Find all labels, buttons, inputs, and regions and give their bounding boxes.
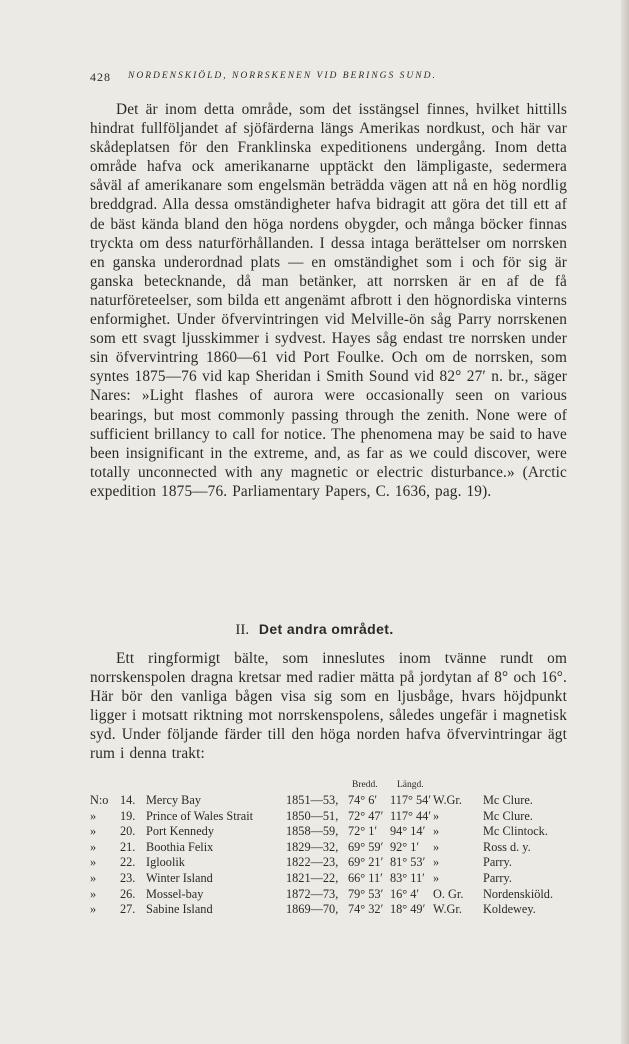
winter-quarters-table bbox=[90, 793, 580, 918]
years: 1829—32, bbox=[286, 839, 339, 854]
row-marker: » bbox=[90, 870, 97, 885]
row-number: 27. bbox=[120, 902, 136, 917]
latitude: 72° 1′ bbox=[348, 824, 378, 839]
latitude: 72° 47′ bbox=[348, 808, 384, 823]
row-number: 14. bbox=[120, 793, 136, 807]
table-row bbox=[90, 793, 580, 809]
paragraph-1: Det är inom detta område, som det isstängsel finnes, hvilket hittills hindrat fullföljandet af sjöfärderna längs Amerikas nordkust, och här var skådeplatsen för den Franklinska expeditionens undergång. Inom detta område hafva ock amerikanarne upptäckt den lämpligaste, sedermera såväl af amerikanare som engelsmän beträdda vägen att nå en hög nordlig breddgrad. Alla dessa omständigheter hafva bidragit att göra det till ett af de bäst kända bland den höga nordens obygder, och många böcker finnas tryckta om dess naturförhållanden. I dessa intaga berättelser om norrsken en ganska underordnad plats — en omständighet som i och för sig är ganska betecknande, då man betänker, att norrsken är en af de få naturföreteelser, som bilda ett angenämt afbrott i den högnordiska vinterns enformighet. Under öfvervintringen vid Melville-ön såg Parry norrskenen som ett svagt ljusskimmer i sydvest. Hayes såg endast tre norrsken under sin öfvervintring 1860—61 vid Port Foulke. Och om de norrsken, som syntes 1875—76 vid kap Sheridan i Smith Sound vid 82° 27′ n. br., säger Nares: »Light flashes of aurora were occasionally seen on various bearings, but most commonly passing through the zenith. None were of sufficient brillancy to call for notice. The phenomena may be said to have been insignificant in the extreme, and, as far as we could discover, were totally unconnected with any magnetic or electric disturbance.» (Arctic expedition 1875—76. Parliamentary Papers, C. 1636, pag. 19). bbox=[90, 101, 567, 500]
longitude: 81° 53′ bbox=[390, 855, 426, 870]
section-number: II. bbox=[235, 622, 250, 638]
place-name: Igloolik bbox=[146, 855, 185, 870]
latitude: 66° 11′ bbox=[348, 870, 383, 885]
longitude: 117° 54′ bbox=[390, 793, 431, 807]
expedition-leader: Parry. bbox=[483, 855, 512, 870]
longitude: 94° 14′ bbox=[390, 824, 426, 839]
place-name: Sabine Island bbox=[146, 902, 213, 917]
row-number: 19. bbox=[120, 808, 136, 823]
meridian: » bbox=[433, 808, 440, 823]
section-title: Det andra området. bbox=[258, 621, 394, 637]
row-marker: » bbox=[90, 886, 97, 901]
place-name: Mossel-bay bbox=[146, 886, 204, 901]
years: 1821—22, bbox=[286, 870, 339, 885]
page-header bbox=[90, 70, 550, 88]
latitude: 79° 53′ bbox=[348, 886, 384, 901]
row-marker: » bbox=[90, 855, 97, 870]
row-marker: » bbox=[90, 824, 97, 839]
row-marker: » bbox=[90, 808, 97, 823]
running-title: NORDENSKIÖLD, NORRSKENEN VID BERINGS SUND. bbox=[128, 71, 437, 81]
expedition-leader: Mc Clintock. bbox=[483, 824, 548, 839]
latitude: 74° 6′ bbox=[348, 793, 378, 807]
place-name: Port Kennedy bbox=[146, 824, 214, 839]
meridian: » bbox=[433, 839, 440, 854]
meridian: O. Gr. bbox=[433, 886, 464, 901]
expedition-leader: Parry. bbox=[483, 870, 512, 885]
years: 1858—59, bbox=[286, 824, 339, 839]
table-row bbox=[90, 855, 580, 871]
longitude: 117° 44′ bbox=[390, 808, 431, 823]
latitude: 69° 59′ bbox=[348, 839, 384, 854]
column-header-latitude: Bredd. bbox=[352, 780, 378, 790]
place-name: Winter Island bbox=[146, 870, 213, 885]
row-number: 26. bbox=[120, 886, 136, 901]
place-name: Prince of Wales Strait bbox=[146, 808, 254, 823]
years: 1872—73, bbox=[286, 886, 339, 901]
page-edge bbox=[621, 0, 629, 1044]
meridian: W.Gr. bbox=[433, 793, 462, 807]
expedition-leader: Mc Clure. bbox=[483, 808, 533, 823]
table-row bbox=[90, 824, 580, 840]
page-number: 428 bbox=[90, 70, 111, 84]
row-marker: » bbox=[90, 902, 97, 917]
longitude: 92° 1′ bbox=[390, 839, 420, 854]
table-row bbox=[90, 871, 580, 887]
row-number: 21. bbox=[120, 839, 136, 854]
column-header-longitude: Längd. bbox=[397, 780, 424, 790]
longitude: 16° 4′ bbox=[390, 886, 420, 901]
years: 1869—70, bbox=[286, 902, 339, 917]
row-marker: » bbox=[90, 839, 97, 854]
row-number: 20. bbox=[120, 824, 136, 839]
section-heading bbox=[0, 621, 629, 639]
years: 1822—23, bbox=[286, 855, 339, 870]
row-number: 23. bbox=[120, 870, 136, 885]
row-marker: N:o bbox=[90, 793, 109, 807]
latitude: 74° 32′ bbox=[348, 902, 384, 917]
meridian: » bbox=[433, 855, 440, 870]
expedition-leader: Mc Clure. bbox=[483, 793, 533, 807]
expedition-leader: Koldewey. bbox=[483, 902, 536, 917]
meridian: » bbox=[433, 824, 440, 839]
expedition-leader: Nordenskiöld. bbox=[483, 886, 554, 901]
place-name: Boothia Felix bbox=[146, 839, 214, 854]
place-name: Mercy Bay bbox=[146, 793, 201, 807]
latitude: 69° 21′ bbox=[348, 855, 384, 870]
row-number: 22. bbox=[120, 855, 136, 870]
meridian: » bbox=[433, 870, 440, 885]
longitude: 18° 49′ bbox=[390, 902, 426, 917]
table-row bbox=[90, 840, 580, 856]
table-row bbox=[90, 902, 580, 918]
table-row bbox=[90, 809, 580, 825]
longitude: 83° 11′ bbox=[390, 870, 425, 885]
expedition-leader: Ross d. y. bbox=[483, 839, 531, 854]
meridian: W.Gr. bbox=[433, 902, 462, 917]
table-row bbox=[90, 887, 580, 903]
paragraph-2: Ett ringformigt bälte, som inneslutes inom tvänne rundt om norrskenspolen dragna kretsar med radier mätta på jordytan af 8° och 16°. Här bör den vanliga bågen visa sig som en ljusbåge, hvars höjdpunkt ligger i motsatt riktning mot norrskenspolens, således ungefär i magnetisk syd. Under följande färder till den höga norden hafva öfvervintringar ägt rum i denna trakt: bbox=[90, 650, 567, 763]
years: 1850—51, bbox=[286, 808, 339, 823]
years: 1851—53, bbox=[286, 793, 339, 807]
